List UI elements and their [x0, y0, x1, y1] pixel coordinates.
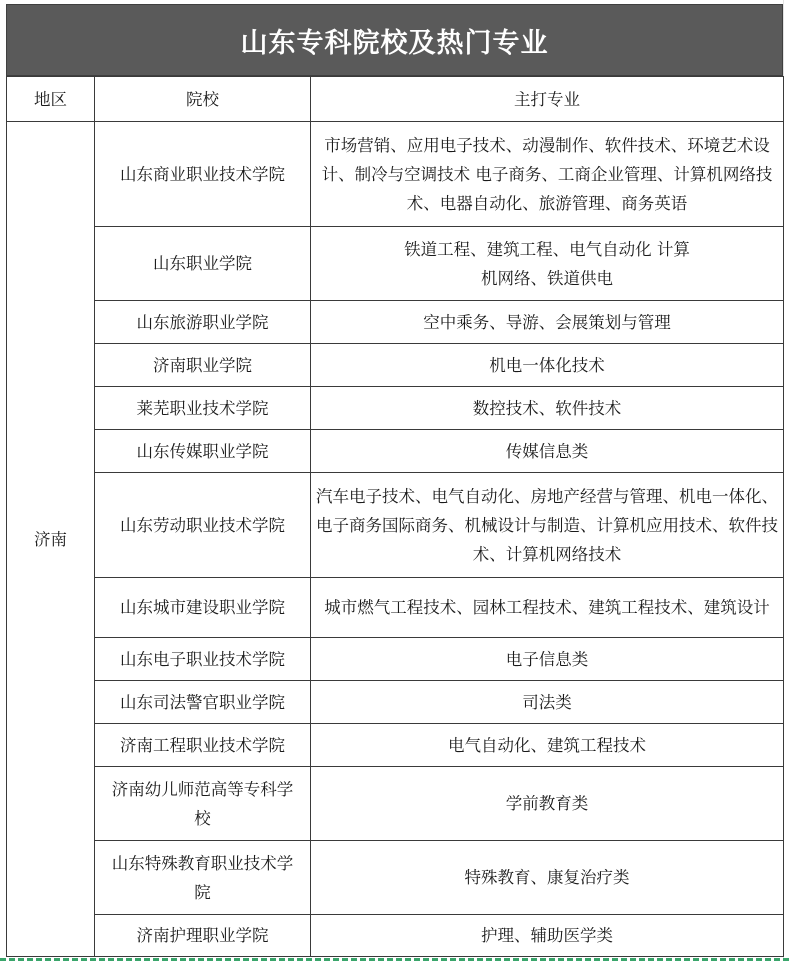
- school-cell[interactable]: 山东传媒职业学院: [95, 430, 311, 473]
- table-row: [7, 724, 784, 767]
- table-row: [7, 473, 784, 578]
- major-cell[interactable]: 司法类: [311, 681, 784, 724]
- school-cell[interactable]: 济南护理职业学院: [95, 915, 311, 957]
- school-cell[interactable]: 济南工程职业技术学院: [95, 724, 311, 767]
- school-cell[interactable]: 山东旅游职业学院: [95, 301, 311, 344]
- major-cell[interactable]: 城市燃气工程技术、园林工程技术、建筑工程技术、建筑设计: [311, 578, 784, 638]
- school-cell[interactable]: 济南幼儿师范高等专科学校: [95, 767, 311, 841]
- major-cell[interactable]: 电子信息类: [311, 638, 784, 681]
- school-cell[interactable]: 莱芜职业技术学院: [95, 387, 311, 430]
- major-cell[interactable]: 空中乘务、导游、会展策划与管理: [311, 301, 784, 344]
- sheet-title[interactable]: 山东专科院校及热门专业: [6, 4, 783, 76]
- table-row: [7, 387, 784, 430]
- table-row: [7, 841, 784, 915]
- major-cell[interactable]: 学前教育类: [311, 767, 784, 841]
- major-cell[interactable]: 机电一体化技术: [311, 344, 784, 387]
- spreadsheet-sheet: [6, 0, 783, 958]
- major-cell[interactable]: 汽车电子技术、电气自动化、房地产经营与管理、机电一体化、电子商务国际商务、机械设计与制造、计算机应用技术、软件技术、计算机网络技术: [311, 473, 784, 578]
- table-row: [7, 915, 784, 957]
- major-cell[interactable]: 护理、辅助医学类: [311, 915, 784, 957]
- region-cell[interactable]: 济南: [7, 122, 95, 957]
- major-cell[interactable]: 铁道工程、建筑工程、电气自动化 计算机网络、铁道供电: [311, 227, 784, 301]
- colleges-table: [6, 76, 784, 957]
- school-cell[interactable]: 山东城市建设职业学院: [95, 578, 311, 638]
- major-cell[interactable]: 电气自动化、建筑工程技术: [311, 724, 784, 767]
- school-cell[interactable]: 山东劳动职业技术学院: [95, 473, 311, 578]
- header-school[interactable]: 院校: [95, 77, 311, 122]
- school-cell[interactable]: 山东特殊教育职业技术学院: [95, 841, 311, 915]
- major-cell[interactable]: 特殊教育、康复治疗类: [311, 841, 784, 915]
- major-cell[interactable]: 市场营销、应用电子技术、动漫制作、软件技术、环境艺术设计、制冷与空调技术 电子商务、工商企业管理、计算机网络技术、电器自动化、旅游管理、商务英语: [311, 122, 784, 227]
- school-cell[interactable]: 山东职业学院: [95, 227, 311, 301]
- table-row: [7, 767, 784, 841]
- table-row: [7, 227, 784, 301]
- header-row: [7, 77, 784, 122]
- header-region[interactable]: 地区: [7, 77, 95, 122]
- table-row: [7, 578, 784, 638]
- major-cell[interactable]: 数控技术、软件技术: [311, 387, 784, 430]
- school-cell[interactable]: 山东电子职业技术学院: [95, 638, 311, 681]
- major-cell[interactable]: 传媒信息类: [311, 430, 784, 473]
- table-row: [7, 681, 784, 724]
- table-row: [7, 344, 784, 387]
- table-row: [7, 638, 784, 681]
- school-cell[interactable]: 山东司法警官职业学院: [95, 681, 311, 724]
- table-row: [7, 122, 784, 227]
- table-row: [7, 301, 784, 344]
- table-row: [7, 430, 784, 473]
- school-cell[interactable]: 济南职业学院: [95, 344, 311, 387]
- header-major[interactable]: 主打专业: [311, 77, 784, 122]
- school-cell[interactable]: 山东商业职业技术学院: [95, 122, 311, 227]
